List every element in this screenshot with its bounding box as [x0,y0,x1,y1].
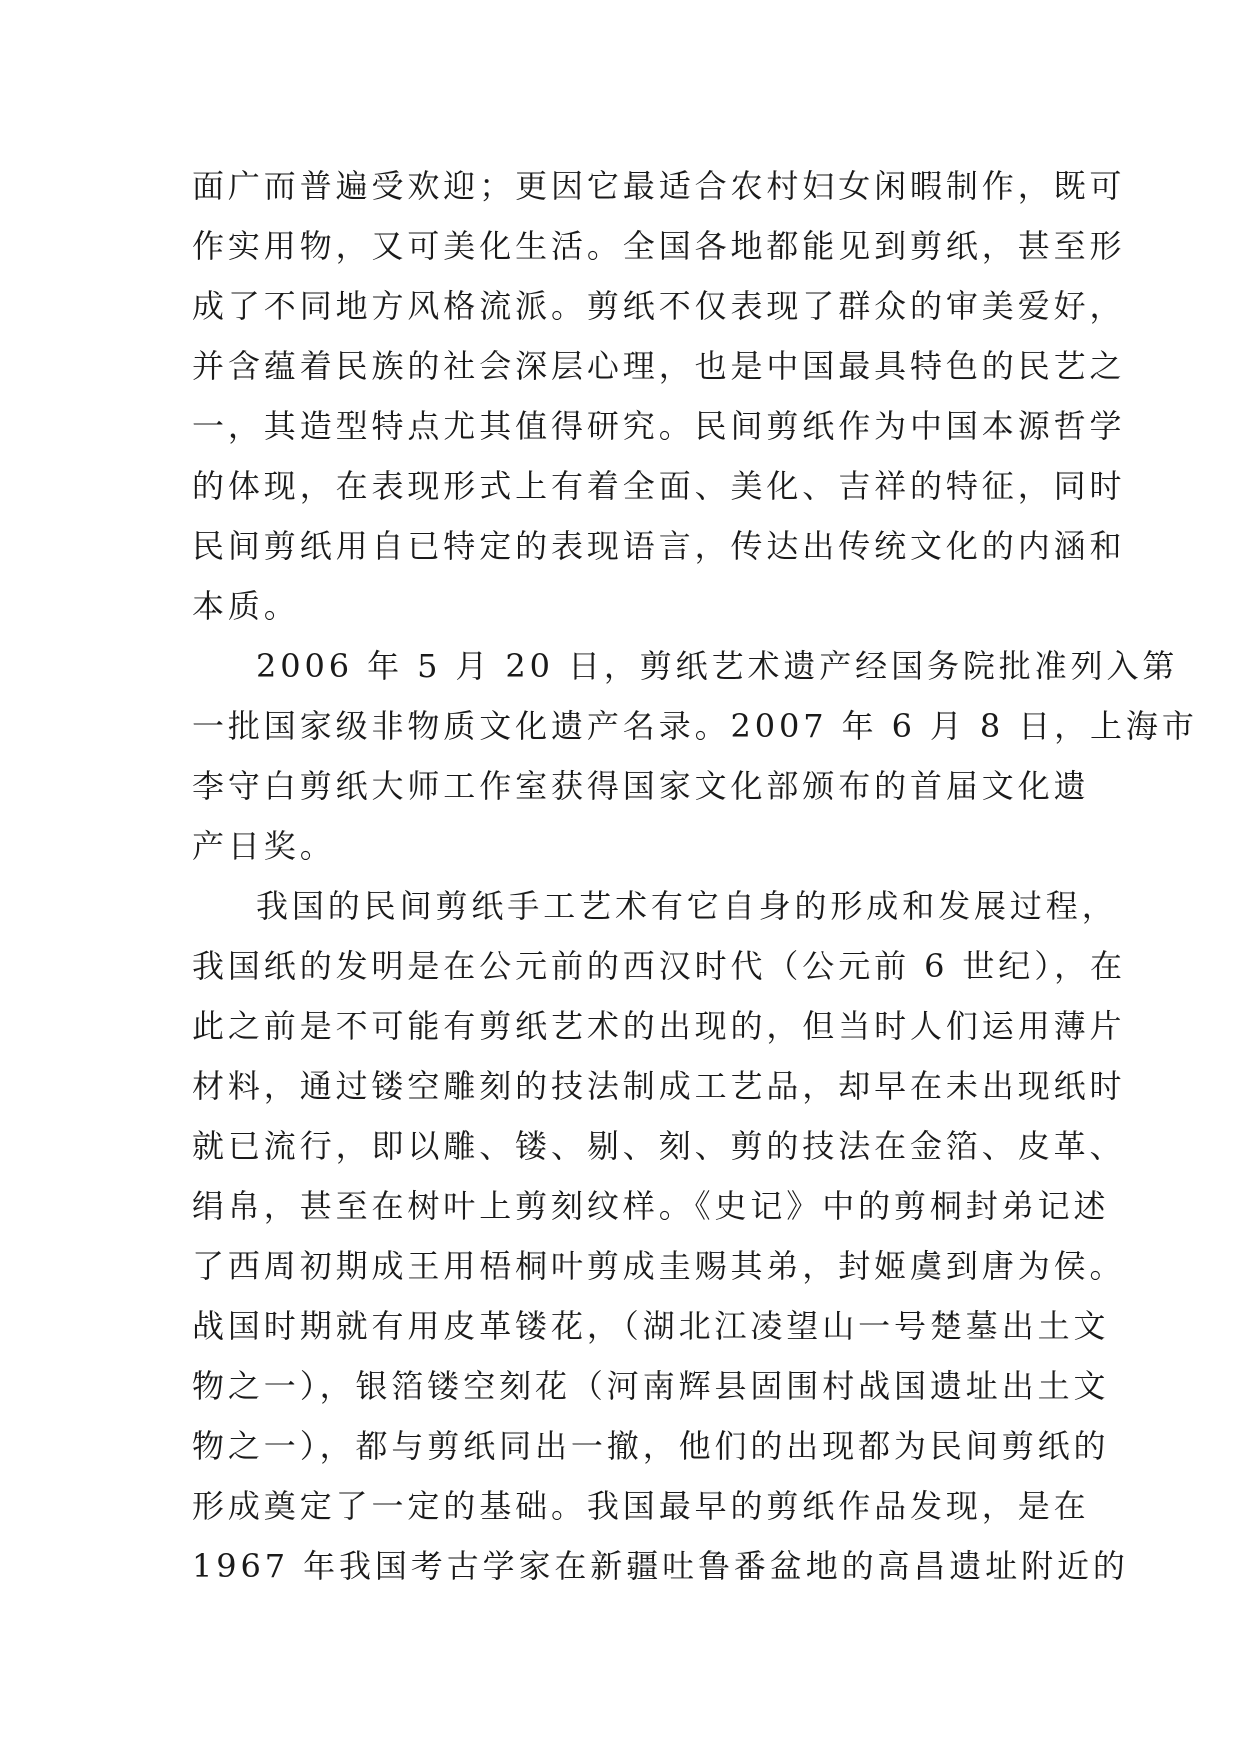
paragraph-first-line: 我国的民间剪纸手工艺术有它自身的形成和发展过程， [256,887,1118,925]
text-line: 面广而普遍受欢迎；更因它最适合农村妇女闲暇制作，既可 [192,167,1126,205]
body-text [192,156,1198,1596]
text-line: 我国纸的发明是在公元前的西汉时代（公元前 6 世纪），在 [192,947,1126,985]
text-line: 就已流行，即以雕、镂、剔、刻、剪的技法在金箔、皮革、 [192,1127,1126,1165]
text-line: 成了不同地方风格流派。剪纸不仅表现了群众的审美爱好， [192,287,1126,325]
text-line: 此之前是不可能有剪纸艺术的出现的，但当时人们运用薄片 [192,1007,1126,1045]
text-line: 作实用物，又可美化生活。全国各地都能见到剪纸，甚至形 [192,227,1126,265]
text-line: 1967 年我国考古学家在新疆吐鲁番盆地的高昌遗址附近的 [192,1547,1129,1585]
text-line: 的体现，在表现形式上有着全面、美化、吉祥的特征，同时 [192,467,1126,505]
text-line: 李守白剪纸大师工作室获得国家文化部颁布的首届文化遗 [192,767,1090,805]
paragraph-first-line: 2006 年 5 月 20 日，剪纸艺术遗产经国务院批准列入第 [256,647,1179,685]
text-line: 绢帛，甚至在树叶上剪刻纹样。《史记》中的剪桐封弟记述 [192,1187,1110,1225]
text-line: 材料，通过镂空雕刻的技法制成工艺品，却早在未出现纸时 [192,1067,1126,1105]
text-line: 一，其造型特点尤其值得研究。民间剪纸作为中国本源哲学 [192,407,1126,445]
text-line: 物之一），都与剪纸同出一撤，他们的出现都为民间剪纸的 [192,1427,1110,1465]
text-line: 并含蕴着民族的社会深层心理，也是中国最具特色的民艺之 [192,347,1126,385]
text-line: 战国时期就有用皮革镂花，（湖北江凌望山一号楚墓出土文 [192,1307,1110,1345]
text-line: 形成奠定了一定的基础。我国最早的剪纸作品发现，是在 [192,1487,1090,1525]
text-line: 物之一），银箔镂空刻花（河南辉县固围村战国遗址出土文 [192,1367,1110,1405]
text-line: 本质。 [192,587,300,625]
text-line: 一批国家级非物质文化遗产名录。2007 年 6 月 8 日，上海市 [192,707,1198,745]
text-line: 了西周初期成王用梧桐叶剪成圭赐其弟，封姬虞到唐为侯。 [192,1247,1126,1285]
text-line: 民间剪纸用自已特定的表现语言，传达出传统文化的内涵和 [192,527,1126,565]
text-line: 产日奖。 [192,827,336,865]
